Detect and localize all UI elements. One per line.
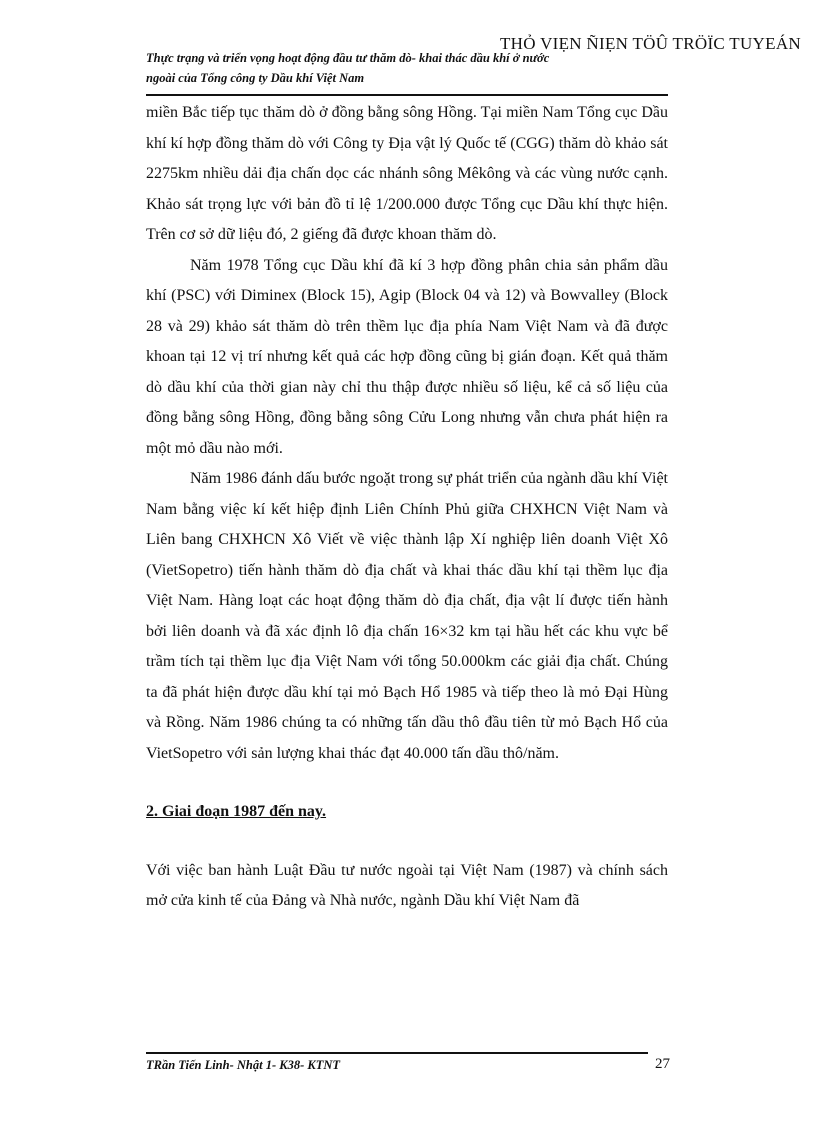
running-header xyxy=(146,48,686,88)
page-number: 27 xyxy=(655,1056,670,1072)
header-line-2: ngoài của Tổng công ty Dầu khí Việt Nam xyxy=(146,71,365,85)
footer-rule xyxy=(146,1052,648,1054)
paragraph-2: Năm 1978 Tổng cục Dầu khí đã kí 3 hợp đồng phân chia sản phẩm dầu khí (PSC) với Diminex (Block 15), Agip (Block 04 và 12) và Bowvalley (Block 28 và 29) khảo sát thăm dò trên thềm lục địa phía Nam Việt Nam và đã được khoan tại 12 vị trí nhưng kết quả các hợp đồng cũng bị gián đoạn. Kết quả thăm dò dầu khí của thời gian này chỉ thu thập được nhiều số liệu, kể cả số liệu của đồng bằng sông Hồng, đồng bằng sông Cửu Long nhưng vẫn chưa phát hiện ra một mỏ dầu nào mới. xyxy=(146,256,668,457)
footer-author: TRần Tiến Linh- Nhật 1- K38- KTNT xyxy=(146,1058,340,1072)
document-body xyxy=(146,98,668,917)
paragraph-1: miền Bắc tiếp tục thăm dò ở đồng bằng sông Hồng. Tại miền Nam Tổng cục Dầu khí kí hợp đồng thăm dò với Công ty Địa vật lý Quốc tế (CGG) thăm dò khảo sát 2275km nhiều dải địa chấn dọc các nhánh sông Mêkông và các vùng nước cạnh. Khảo sát trọng lực với bản đồ tỉ lệ 1/200.000 được Tổng cục Dầu khí thực hiện. Trên cơ sở dữ liệu đó, 2 giếng đã được khoan thăm dò. xyxy=(146,104,668,243)
header-rule xyxy=(146,94,668,96)
paragraph-4: Với việc ban hành Luật Đầu tư nước ngoài tại Việt Nam (1987) và chính sách mở cửa kinh tế của Đảng và Nhà nước, ngành Dầu khí Việt Nam đã xyxy=(146,861,668,909)
watermark: THỎ VIẸN ÑIẸN TÖÛ TRÖÏC TUYEÁN xyxy=(500,34,801,53)
header-line-1: Thực trạng và triển vọng hoạt động đầu tư thăm dò- khai thác dầu khí ở nước xyxy=(146,51,550,65)
section-heading: 2. Giai đoạn 1987 đến nay. xyxy=(146,803,327,820)
paragraph-3: Năm 1986 đánh dấu bước ngoặt trong sự phát triển của ngành dầu khí Việt Nam bằng việc kí kết hiệp định Liên Chính Phủ giữa CHXHCN Việt Nam và Liên bang CHXHCN Xô Viết về việc thành lập Xí nghiệp liên doanh Việt Xô (VietSopetro) tiến hành thăm dò địa chất và khai thác dầu khí tại thềm lục địa Việt Nam. Hàng loạt các hoạt động thăm dò địa chất, địa vật lí được tiến hành bởi liên doanh và đã xác định lô địa chấn 16×32 km tại hầu hết các khu vực bể trầm tích tại thềm lục địa Việt Nam với tổng 50.000km các giải địa chất. Chúng ta đã phát hiện được dầu khí tại mỏ Bạch Hổ 1985 và tiếp theo là mỏ Đại Hùng và Rồng. Năm 1986 chúng ta có những tấn dầu thô đầu tiên từ mỏ Bạch Hổ của VietSopetro với sản lượng khai thác đạt 40.000 tấn dầu thô/năm. xyxy=(146,470,668,762)
